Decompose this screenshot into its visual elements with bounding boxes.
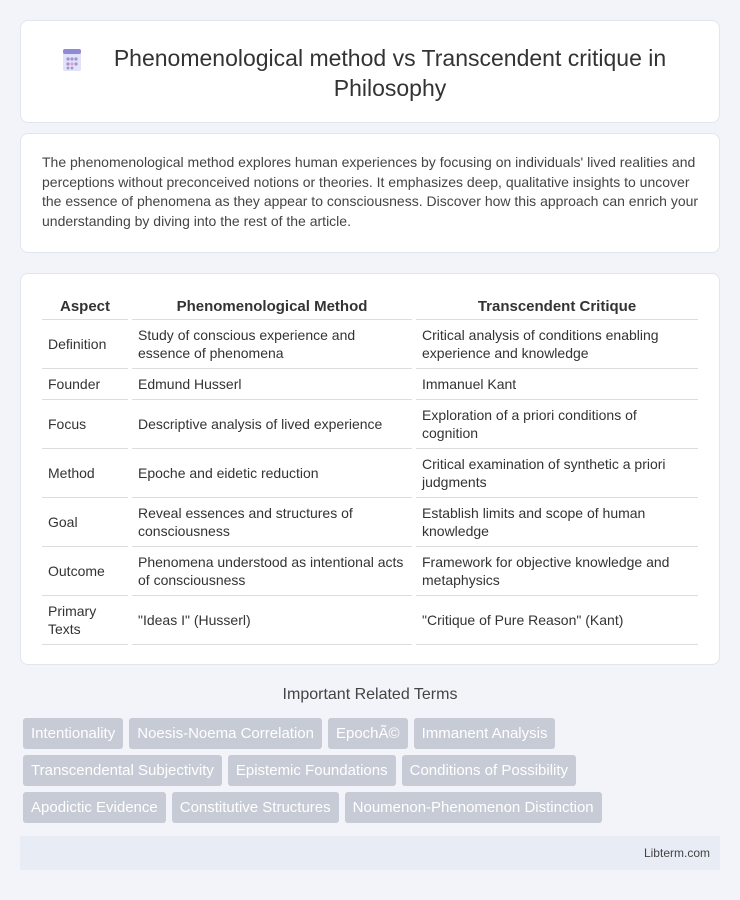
row-aspect: Outcome xyxy=(42,546,130,595)
row-phenomenological: "Ideas I" (Husserl) xyxy=(130,595,414,644)
title-card xyxy=(20,20,720,123)
header-transcendent: Transcendent Critique xyxy=(414,295,698,319)
page-title: Phenomenological method vs Transcendent critique in Philosophy xyxy=(113,45,667,101)
term-tag-intentionality[interactable]: Intentionality xyxy=(23,718,123,749)
footer-brand-link[interactable]: Libterm.com xyxy=(643,846,710,860)
intro-text: The phenomenological method explores human experiences by focusing on individuals' lived realities and perceptions without preconceived notions or theories. It emphasizes deep, qualitative insights to uncover the essence of phenomena as they appear to consciousness. Discover how this approach can enrich your understanding by diving into the rest of the article. xyxy=(42,154,699,229)
row-phenomenological: Descriptive analysis of lived experience xyxy=(130,399,414,448)
row-phenomenological: Epoche and eidetic reduction xyxy=(130,448,414,497)
row-aspect: Definition xyxy=(42,319,130,368)
table-row xyxy=(42,497,698,546)
comparison-table xyxy=(42,295,698,645)
row-transcendent: Establish limits and scope of human knowledge xyxy=(414,497,698,546)
comparison-card xyxy=(20,273,720,665)
header-aspect: Aspect xyxy=(42,295,130,319)
row-transcendent: "Critique of Pure Reason" (Kant) xyxy=(414,595,698,644)
term-tag-apodictic-evidence[interactable]: Apodictic Evidence xyxy=(23,792,166,823)
row-transcendent: Framework for objective knowledge and metaphysics xyxy=(414,546,698,595)
table-row xyxy=(42,368,698,399)
tag-row xyxy=(23,792,703,823)
row-aspect: Focus xyxy=(42,399,130,448)
term-tag-epoche[interactable]: EpochÃ© xyxy=(328,718,408,749)
row-transcendent: Critical examination of synthetic a priori judgments xyxy=(414,448,698,497)
table-row xyxy=(42,448,698,497)
related-terms-title: Important Related Terms xyxy=(282,686,458,703)
tag-row xyxy=(23,718,703,749)
intro-card xyxy=(20,133,720,253)
term-tag-noumenon-phenomenon[interactable]: Noumenon-Phenomenon Distinction xyxy=(345,792,602,823)
table-row xyxy=(42,546,698,595)
term-tag-transcendental-subjectivity[interactable]: Transcendental Subjectivity xyxy=(23,755,222,786)
row-aspect: Goal xyxy=(42,497,130,546)
row-phenomenological: Reveal essences and structures of consciousness xyxy=(130,497,414,546)
row-phenomenological: Phenomena understood as intentional acts of consciousness xyxy=(130,546,414,595)
row-phenomenological: Study of conscious experience and essence of phenomena xyxy=(130,319,414,368)
footer xyxy=(20,836,720,870)
tag-row xyxy=(23,755,703,786)
row-aspect: Primary Texts xyxy=(42,595,130,644)
row-phenomenological: Edmund Husserl xyxy=(130,368,414,399)
row-aspect: Method xyxy=(42,448,130,497)
row-aspect: Founder xyxy=(42,368,130,399)
table-row xyxy=(42,595,698,644)
term-tag-constitutive-structures[interactable]: Constitutive Structures xyxy=(172,792,339,823)
table-row xyxy=(42,319,698,368)
term-tag-conditions-of-possibility[interactable]: Conditions of Possibility xyxy=(402,755,576,786)
term-tag-epistemic-foundations[interactable]: Epistemic Foundations xyxy=(228,755,396,786)
row-transcendent: Immanuel Kant xyxy=(414,368,698,399)
related-terms-list xyxy=(23,718,703,829)
row-transcendent: Exploration of a priori conditions of cognition xyxy=(414,399,698,448)
term-tag-immanent-analysis[interactable]: Immanent Analysis xyxy=(414,718,556,749)
header-phenomenological: Phenomenological Method xyxy=(130,295,414,319)
table-row xyxy=(42,399,698,448)
row-transcendent: Critical analysis of conditions enabling experience and knowledge xyxy=(414,319,698,368)
term-tag-noesis-noema[interactable]: Noesis-Noema Correlation xyxy=(129,718,322,749)
table-header-row xyxy=(42,295,698,319)
